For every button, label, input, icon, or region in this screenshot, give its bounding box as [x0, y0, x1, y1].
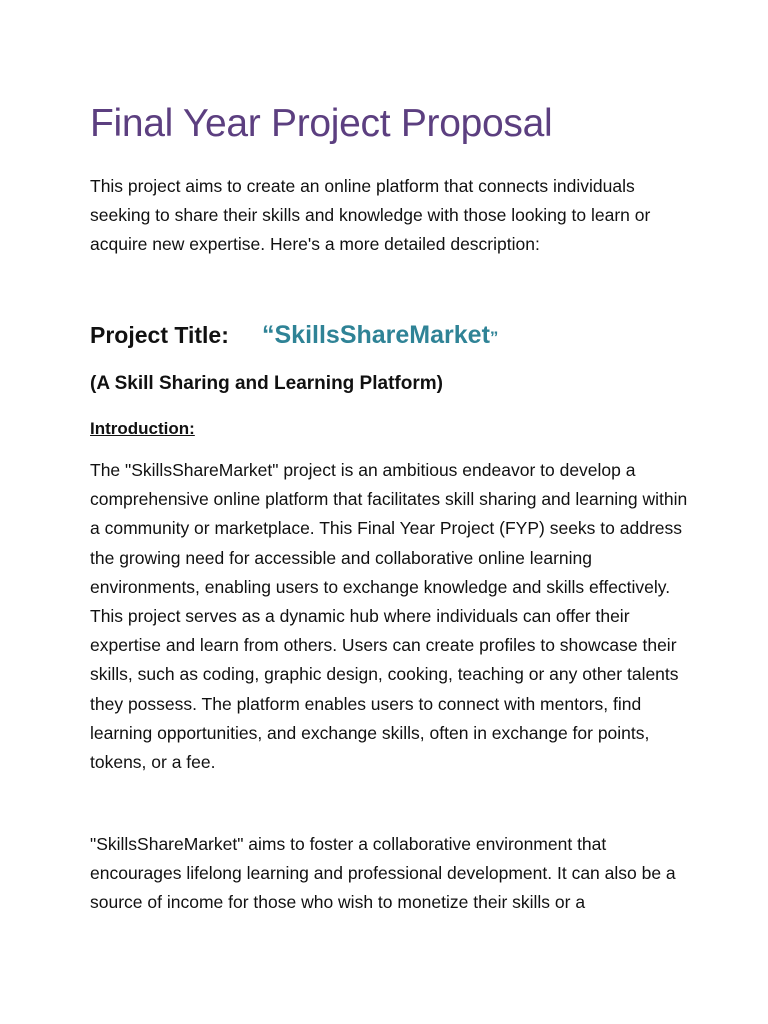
- project-title-label: Project Title:: [90, 322, 229, 348]
- project-title-name: “SkillsShareMarket: [262, 321, 490, 349]
- document-title: Final Year Project Proposal: [90, 102, 553, 145]
- project-title-row: [90, 316, 498, 358]
- introduction-paragraph-2: "SkillsShareMarket" aims to foster a collaborative environment that encourages lifelong learning and professional development. It can also be a source of income for those who wish to monetize their skills or a: [90, 834, 676, 913]
- introduction-paragraph-1: The "SkillsShareMarket" project is an ambitious endeavor to develop a comprehensive online platform that facilitates skill sharing and learning within a community or marketplace. This Final Year Project (FYP) seeks to address the growing need for accessible and collaborative online learning environments, enabling users to exchange knowledge and skills effectively. This project serves as a dynamic hub where individuals can offer their expertise and learn from others. Users can create profiles to showcase their skills, such as coding, graphic design, cooking, teaching or any other talents they possess. The platform enables users to connect with mentors, find learning opportunities, and exchange skills, often in exchange for points, tokens, or a fee.: [90, 460, 688, 773]
- project-subtitle: (A Skill Sharing and Learning Platform): [90, 373, 443, 394]
- introduction-heading: Introduction:: [90, 419, 195, 438]
- intro-paragraph: This project aims to create an online platform that connects individuals seeking to share their skills and knowledge with those looking to learn or acquire new expertise. Here's a more detailed description:: [90, 176, 651, 254]
- project-title-quote-end: ”: [489, 328, 499, 347]
